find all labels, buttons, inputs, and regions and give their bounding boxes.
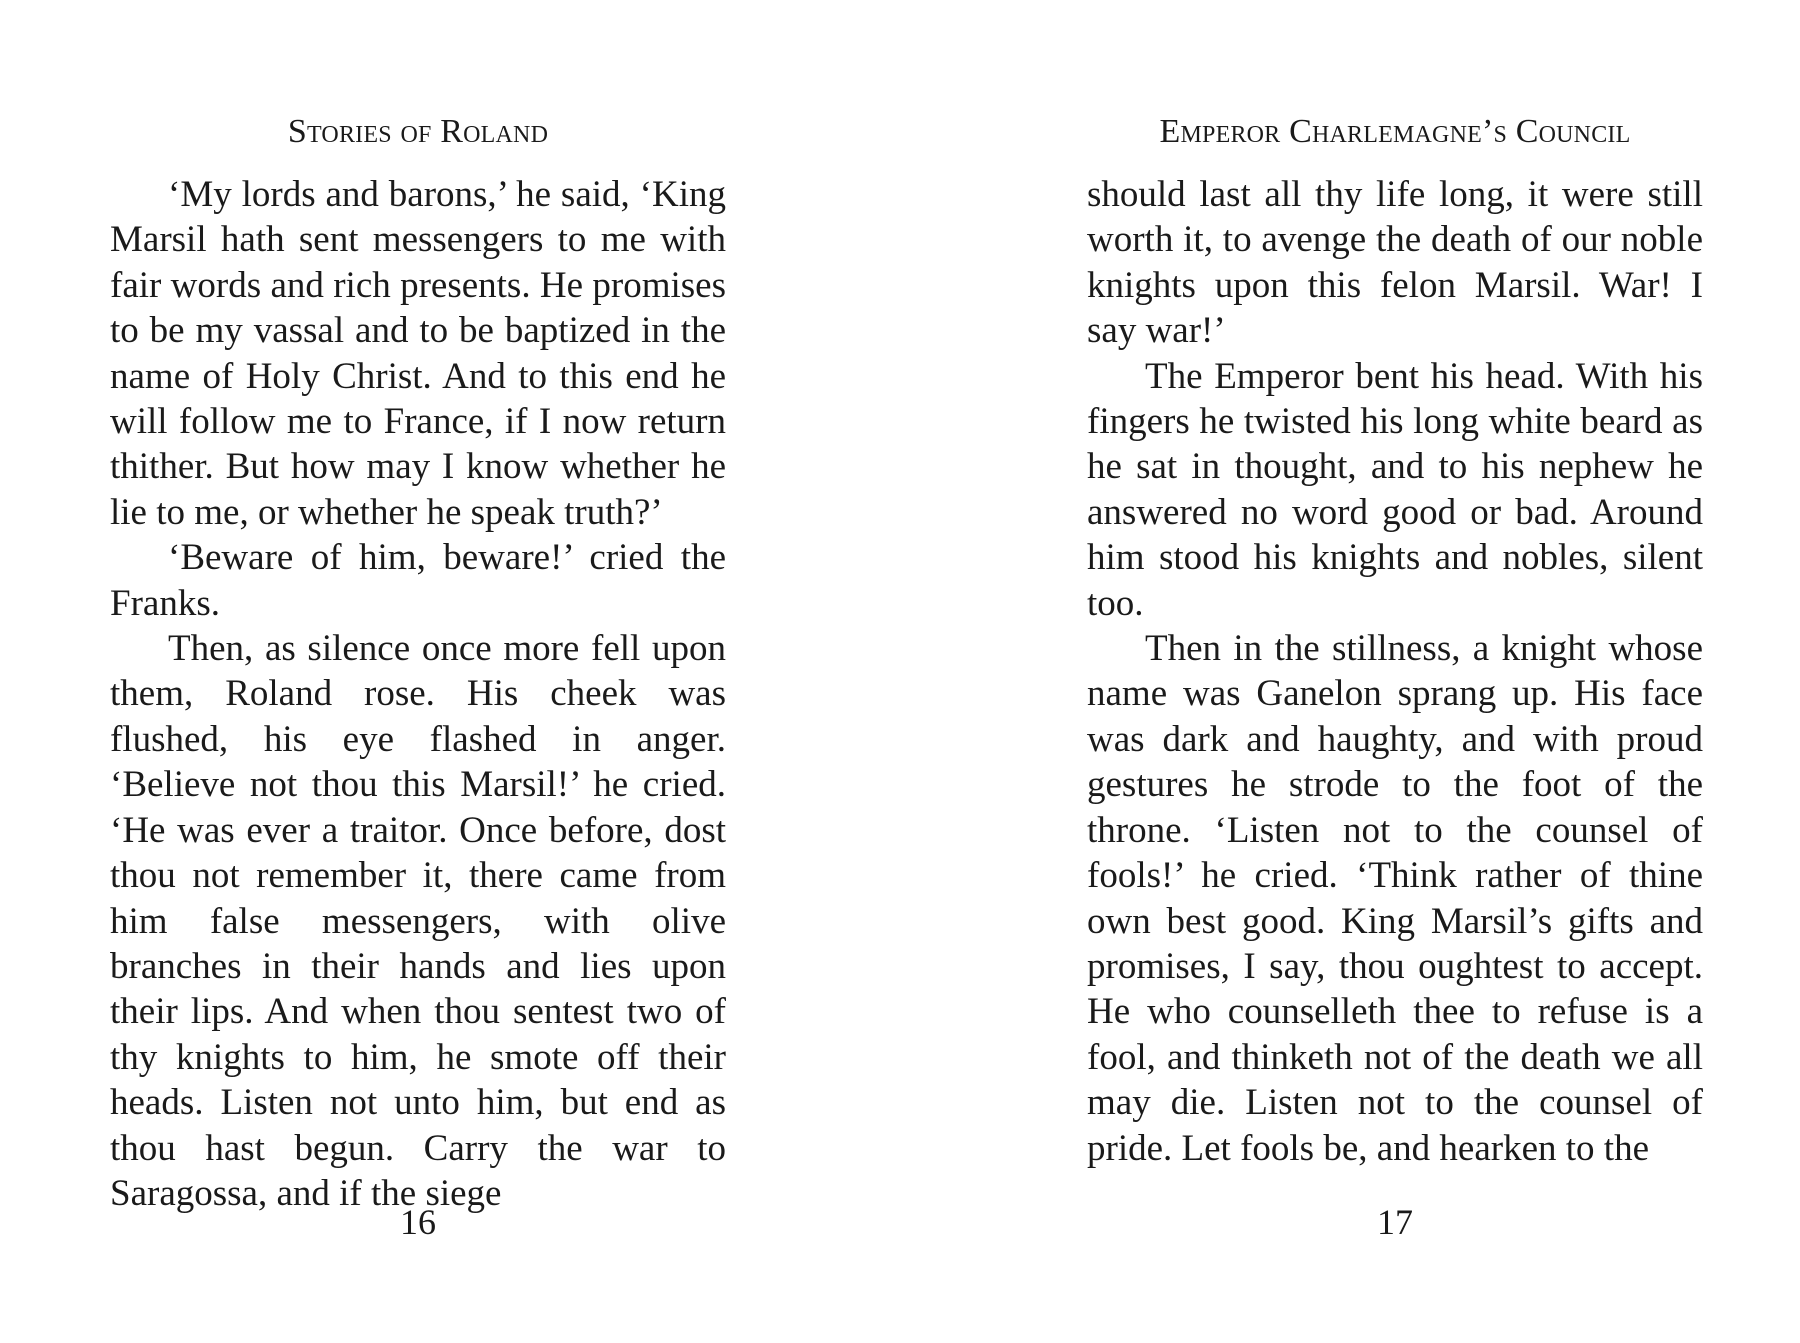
page-number-left: 16 (400, 1202, 436, 1242)
body-text-left (110, 172, 726, 1216)
paragraph: Then in the stillness, a knight whose name was Ganelon sprang up. His face was dark and haughty, and with proud gestures he strode to the foot of the throne. ‘Listen not to the counsel of fools!’ he cried. ‘Think rather of thine own best good. King Marsil’s gifts and promises, I say, thou oughtest to accept. He who counselleth thee to refuse is a fool, and thinketh not of the death we all may die. Listen not to the counsel of pride. Let fools be, and hearken to the (1087, 628, 1703, 1169)
right-page (1087, 0, 1703, 1343)
paragraph: The Emperor bent his head. With his fingers he twisted his long white beard as he sat in thought, and to his nephew he answered no word good or bad. Around him stood his knights and nobles, silent too. (1087, 355, 1703, 624)
continued-paragraph: should last all thy life long, it were still worth it, to avenge the death of our noble knights upon this felon Marsil. War! I say war!’ (1087, 174, 1703, 352)
left-page (110, 0, 726, 1343)
paragraph: Then, as silence once more fell upon them, Roland rose. His cheek was flushed, his eye flashed in anger. ‘Believe not thou this Marsil!’ he cried. ‘He was ever a traitor. Once before, dost thou not remember it, there came from him false messengers, with olive branches in their hands and lies upon their lips. And when thou sentest two of thy knights to him, he smote off their heads. Listen not unto him, but end as thou hast begun. Carry the war to Saragossa, and if the siege (110, 628, 726, 1214)
paragraph: ‘My lords and barons,’ he said, ‘King Marsil hath sent messengers to me with fair words and rich presents. He promises to be my vassal and to be baptized in the name of Holy Christ. And to this end he will follow me to France, if I now return thither. But how may I know whether he lie to me, or whether he speak truth?’ (110, 174, 726, 533)
paragraph: ‘Beware of him, beware!’ cried the Franks. (110, 537, 726, 624)
page-number-right: 17 (1377, 1202, 1413, 1242)
body-text-right (1087, 172, 1703, 1171)
running-head-left: Stories of Roland (287, 113, 549, 150)
running-head-right: Emperor Charlemagne’s Council (1159, 113, 1631, 150)
